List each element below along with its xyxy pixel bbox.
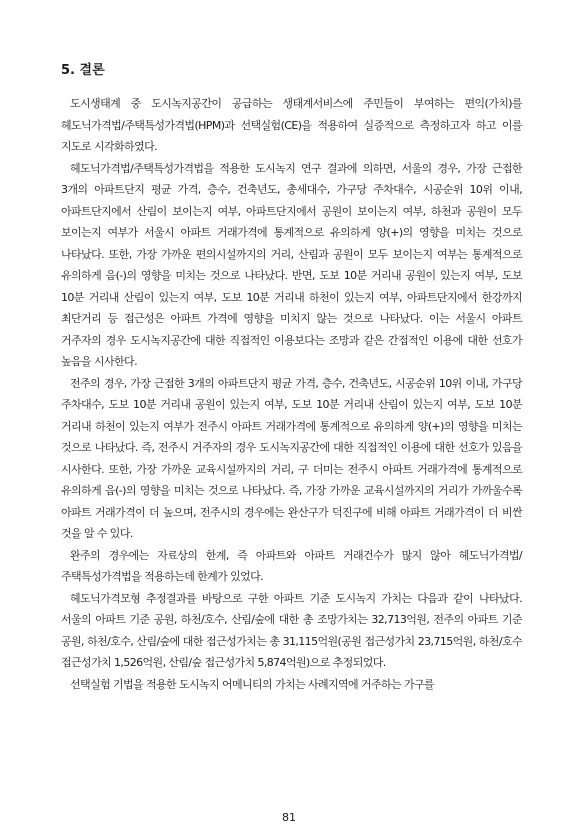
paragraph-wanju-results: 완주의 경우에는 자료상의 한계, 즉 아파트와 아파트 거래건수가 많지 않아 헤도닉가격법/주택특성가격법을 적용하는데 한계가 있었다.: [61, 548, 522, 583]
page-number: 81: [282, 811, 296, 824]
paragraph-choice-experiment: 선택실험 기법을 적용한 도시녹지 어메니티의 가치는 사례지역에 거주하는 가구를: [70, 677, 435, 691]
body-text: [61, 93, 522, 695]
section-heading: 5. 결론: [61, 63, 105, 78]
paragraph-seoul-results: 헤도닉가격법/주택특성가격법을 적용한 도시녹지 연구 결과에 의하면, 서울의 경우, 가장 근접한 3개의 아파트단지 평균 가격, 층수, 건축년도, 총세대수, 가구당 주차대수, 시공순위 10위 이내, 아파트단지에서 산림이 보이는지 여부, 아파트단지에서 공원이 보이는지 여부, 하천과 공원이 모두 보이는지 여부가 서울시 아파트 거래가격에 통계적으로 유의하게 양(+)의 영향을 미치는 것으로 나타났다. 또한, 가장 가까운 편의시설까지의 거리, 산림과 공원이 모두 보이는지 여부는 통계적으로 유의하게 음(-)의 영향을 미치는 것으로 나타났다. 반면, 도보 10분 거리내 공원이 있는지 여부, 도보 10분 거리내 산림이 있는지 여부, 도보 10분 거리내 하천이 있는지 여부, 아파트단지에서 한강까지 최단거리 등 접근성은 아파트 가격에 영향을 미치지 않는 것으로 나타났다. 이는 서울시 아파트 거주자의 경우 도시녹지공간에 대한 직접적인 이용보다는 조망과 같은 간접적인 이용에 대한 선호가 높음을 시사한다.: [61, 161, 522, 368]
paragraph-jeonju-results: 전주의 경우, 가장 근접한 3개의 아파트단지 평균 가격, 층수, 건축년도, 시공순위 10위 이내, 가구당 주차대수, 도보 10분 거리내 공원이 있는지 여부, 도보 10분 거리내 산림이 있는지 여부, 도보 10분 거리내 하천이 있는지 여부가 전주시 아파트 거래가격에 통계적으로 유의하게 양(+)의 영향을 미치는 것으로 나타났다. 즉, 전주시 거주자의 경우 도시녹지공간에 대한 직접적인 이용에 대한 선호가 있음을 시사한다. 또한, 가장 가까운 교육시설까지의 거리, 구 더미는 전주시 아파트 거래가격에 통계적으로 유의하게 음(-)의 영향을 미치는 것으로 나타났다. 즉, 가장 가까운 교육시설까지의 거리가 가까울수록 아파트 거래가격이 더 높으며, 전주시의 경우에는 완산구가 덕진구에 비해 아파트 거래가격이 더 비싼 것을 알 수 있다.: [61, 376, 522, 540]
paragraph-intro: 도시생태계 중 도시녹지공간이 공급하는 생태계서비스에 주민들이 부여하는 편익(가치)를 헤도닉가격법/주택특성가격법(HPM)과 선택실험(CE)을 적용하여 실증적으로 측정하고자 하고 이를 지도로 시각화하였다.: [61, 97, 522, 153]
paragraph-value-estimates: 헤도닉가격모형 추정결과를 바탕으로 구한 아파트 기준 도시녹지 가치는 다음과 같이 나타났다. 서울의 아파트 기준 공원, 하천/호수, 산림/숲에 대한 총 조망가치는 32,713억원, 전주의 아파트 기준 공원, 하천/호수, 산림/숲에 대한 접근성가치는 총 31,115억원(공원 접근성가치 23,715억원, 하천/호수 접근성가치 1,526억원, 산림/숲 접근성가치 5,874억원)으로 추정되었다.: [61, 591, 522, 669]
